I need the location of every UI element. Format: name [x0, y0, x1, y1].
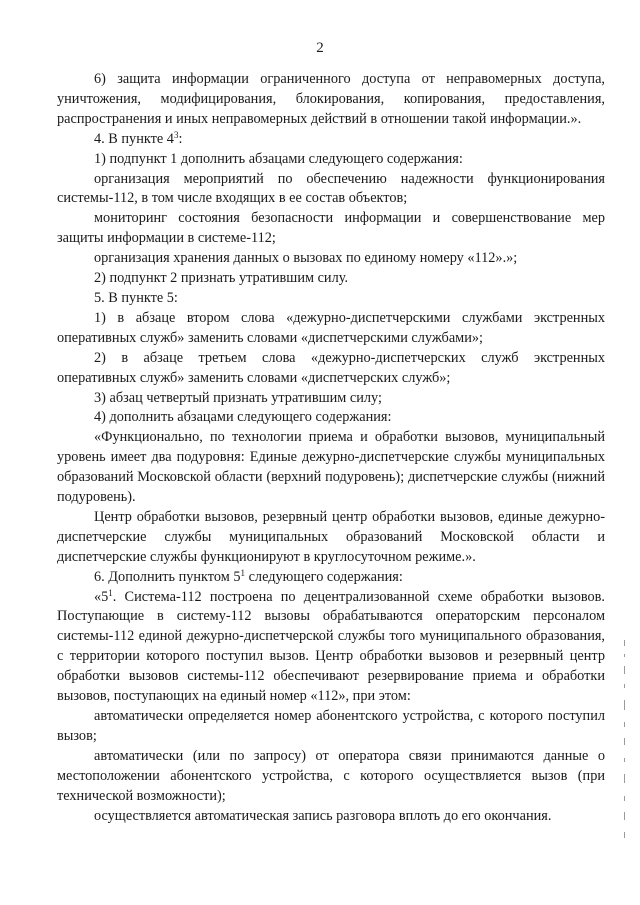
paragraph: осуществляется автоматическая запись разговора вплоть до его окончания.: [94, 807, 552, 824]
margin-scan-marks: [624, 640, 628, 850]
paragraph: [57, 588, 605, 707]
paragraph-text: :: [178, 130, 183, 147]
paragraph: [57, 568, 605, 588]
paragraph-text: «5: [94, 588, 109, 605]
paragraph-text: 4. В пункте 4: [94, 130, 174, 147]
paragraph: 1) в абзаце втором слова «дежурно-диспетчерскими службами экстренных оперативных служб» заменить словами «диспетчерскими службами»;: [57, 309, 605, 346]
paragraph: «Функционально, по технологии приема и обработки вызовов, муниципальный уровень имеет два подуровня: Единые дежурно-диспетчерские службы муниципальных образований Московской области (верхний подуровень); диспетчерские службы (нижний подуровень).: [57, 429, 605, 506]
paragraph: организация мероприятий по обеспечению надежности функционирования системы-112, в том числе входящих в ее состав объектов;: [57, 170, 605, 207]
paragraph: Центр обработки вызовов, резервный центр обработки вызовов, единые дежурно-диспетчерские службы муниципальных образований Московской области и диспетчерские службы функционируют в круглосуточном режиме.».: [57, 508, 605, 565]
paragraph: автоматически (или по запросу) от оператора связи принимаются данные о местоположении абонентского устройства, с которого осуществляется вызов (при технической возможности);: [57, 747, 605, 804]
paragraph-text: 6. Дополнить пунктом 5: [94, 568, 241, 585]
paragraph: [57, 130, 605, 150]
paragraph: организация хранения данных о вызовах по единому номеру «112».»;: [94, 250, 518, 267]
paragraph: 5. В пункте 5:: [94, 289, 178, 306]
paragraph-text: . Система-112 построена по децентрализованной схеме обработки вызовов. Поступающие в систему-112 вызовы обрабатываются операторским персоналом системы-112 единой дежурно-диспетчерской службы того муниципального образования, с территории которого поступил вызов. Центр обработки вызовов и резервный центр обработки вызовов системы-112 обеспечивают резервирование приема и обработки вызовов, поступающих на единый номер «112», при этом:: [57, 588, 605, 705]
superscript: 1: [108, 587, 113, 598]
paragraph: 6) защита информации ограниченного доступа от неправомерных доступа, уничтожения, модифицирования, блокирования, копирования, предоставления, распространения и иных неправомерных действий в отношении такой информации.».: [57, 71, 605, 127]
paragraph: 2) в абзаце третьем слова «дежурно-диспетчерских служб экстренных оперативных служб» заменить словами «диспетчерских служб»;: [57, 349, 605, 386]
paragraph: 2) подпункт 2 признать утратившим силу.: [94, 270, 349, 287]
paragraph: автоматически определяется номер абонентского устройства, с которого поступил вызов;: [57, 708, 605, 744]
paragraph-text: следующего содержания:: [245, 568, 403, 585]
document-body: [57, 70, 605, 826]
superscript: 3: [173, 129, 179, 140]
paragraph: 1) подпункт 1 дополнить абзацами следующего содержания:: [94, 150, 463, 167]
paragraph: мониторинг состояния безопасности информации и совершенствование мер защиты информации в системе-112;: [57, 210, 605, 247]
paragraph: 4) дополнить абзацами следующего содержания:: [94, 409, 392, 426]
superscript: 1: [240, 567, 246, 578]
page-number: 2: [316, 40, 324, 56]
paragraph: 3) абзац четвертый признать утратившим силу;: [94, 389, 382, 406]
